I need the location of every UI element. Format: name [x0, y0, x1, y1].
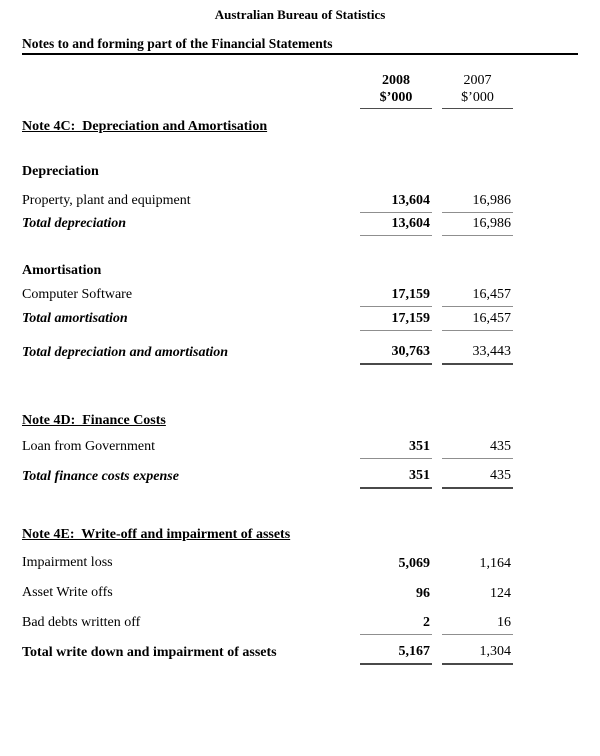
year-2007-label: 2007 [463, 73, 492, 88]
row-total-write-down-and-impairment [22, 643, 578, 665]
value-2007: 435 [442, 467, 513, 489]
row-total-amortisation [22, 310, 578, 331]
value-2007: 16 [442, 614, 513, 635]
column-headers [22, 72, 578, 109]
doc-title: Notes to and forming part of the Financial Statements [22, 36, 333, 51]
value-2008: 17,159 [360, 310, 432, 331]
year-2008-label: 2008 [382, 73, 410, 88]
row-label: Total amortisation [22, 311, 128, 326]
row-label: Total depreciation and amortisation [22, 345, 229, 360]
row-label: Asset Write offs [22, 585, 113, 600]
org-title: Australian Bureau of Statistics [214, 7, 386, 22]
row-bad-debts-written-off [22, 614, 578, 635]
value-2008: 351 [360, 467, 432, 489]
value-2007: 16,457 [442, 310, 513, 331]
column-header-2007 [442, 72, 513, 109]
row-computer-software [22, 286, 578, 307]
value-2008: 30,763 [360, 343, 432, 365]
value-2008: 351 [360, 438, 432, 459]
row-label: Total write down and impairment of assets [22, 645, 277, 660]
note-4d-heading: Note 4D: Finance Costs [22, 413, 166, 428]
value-2008: 96 [416, 586, 430, 601]
value-2007: 1,304 [442, 643, 513, 665]
amortisation-subheading: Amortisation [22, 263, 102, 278]
value-2007: 16,986 [442, 192, 513, 213]
value-2007: 124 [490, 586, 511, 601]
value-2008: 17,159 [360, 286, 432, 307]
value-2007: 16,457 [442, 286, 513, 307]
row-total-finance-costs-expense [22, 467, 578, 489]
row-asset-write-offs [22, 584, 578, 605]
row-label: Property, plant and equipment [22, 193, 191, 208]
doc-title-rule [22, 36, 578, 55]
column-header-2008 [360, 72, 432, 109]
value-2007: 16,986 [442, 215, 513, 236]
depreciation-subheading: Depreciation [22, 164, 99, 179]
row-label: Bad debts written off [22, 615, 141, 630]
row-loan-from-government [22, 438, 578, 459]
row-label: Total depreciation [22, 216, 127, 231]
note-4e-heading: Note 4E: Write-off and impairment of assets [22, 527, 291, 542]
value-2008: 5,069 [398, 556, 430, 571]
value-2007: 435 [442, 438, 513, 459]
row-total-depreciation [22, 215, 578, 236]
unit-2007-label: $’000 [442, 89, 513, 109]
note-4c-heading: Note 4C: Depreciation and Amortisation [22, 119, 268, 134]
value-2008: 13,604 [360, 215, 432, 236]
row-label: Loan from Government [22, 439, 155, 454]
row-impairment-loss [22, 554, 578, 575]
value-2008: 13,604 [360, 192, 432, 213]
row-label: Impairment loss [22, 555, 113, 570]
row-label: Computer Software [22, 287, 133, 302]
value-2008: 2 [360, 614, 432, 635]
value-2007: 33,443 [442, 343, 513, 365]
row-property-plant-equipment [22, 192, 578, 213]
row-total-depreciation-and-amortisation [22, 343, 578, 365]
value-2007: 1,164 [479, 556, 511, 571]
unit-2008-label: $’000 [360, 89, 432, 109]
row-label: Total finance costs expense [22, 469, 179, 484]
value-2008: 5,167 [360, 643, 432, 665]
